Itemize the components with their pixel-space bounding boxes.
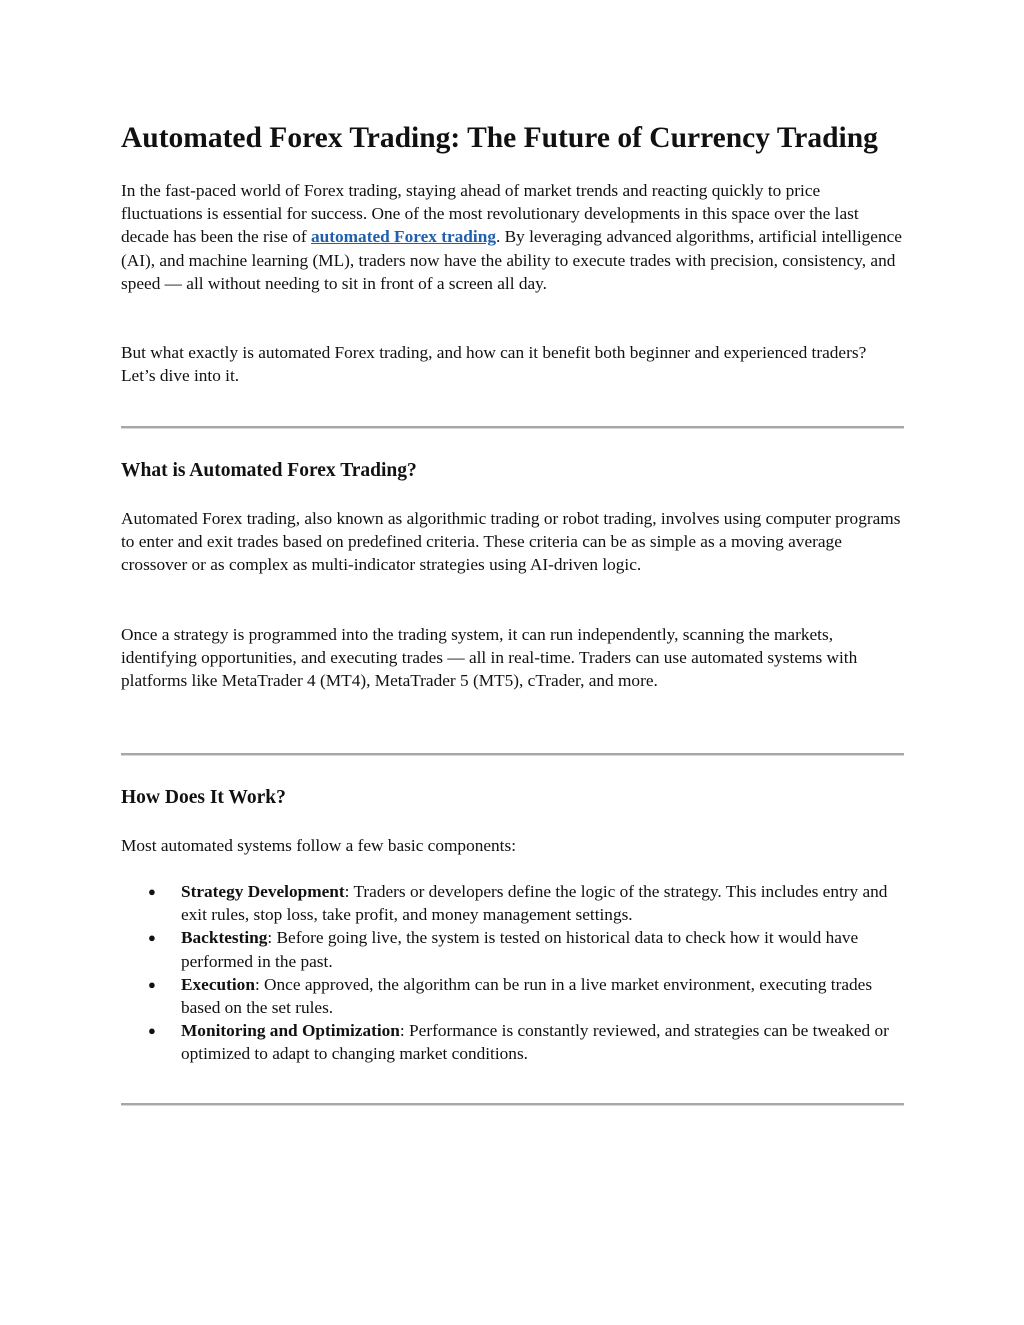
list-item-term: Strategy Development	[181, 882, 345, 901]
components-list	[121, 880, 904, 1066]
section-divider	[121, 753, 904, 756]
list-item	[148, 926, 904, 972]
bullet-icon: ●	[148, 884, 156, 899]
intro-text-before-link: In the fast-paced world of Forex trading, staying ahead of market trends and reacting quickly to price fluctuations is essential for success. One of the most revolutionary developments in this space over the last decade has been the rise of	[121, 181, 859, 247]
bullet-icon: ●	[148, 930, 156, 946]
list-item-desc: : Performance is constantly reviewed, and strategies can be tweaked or optimized to adapt to changing market conditions.	[181, 1021, 889, 1064]
list-item-desc: : Once approved, the algorithm can be run in a live market environment, executing trades based on the set rules.	[181, 974, 873, 1018]
list-item	[148, 973, 904, 1019]
section-heading-what: What is Automated Forex Trading?	[121, 460, 417, 481]
page-title: Automated Forex Trading: The Future of Currency Trading	[121, 122, 878, 154]
list-item	[148, 1019, 904, 1065]
section-divider	[121, 1103, 904, 1106]
section-heading-how: How Does It Work?	[121, 787, 286, 808]
list-item-desc: : Traders or developers define the logic of the strategy. This includes entry and exit rules, stop loss, take profit, and money management settings.	[181, 882, 888, 925]
intro-paragraph-1	[121, 179, 904, 295]
bullet-icon: ●	[148, 1023, 156, 1039]
section-divider	[121, 426, 904, 429]
bullet-icon: ●	[148, 976, 156, 992]
list-item	[148, 880, 904, 926]
list-item-term: Monitoring and Optimization	[181, 1021, 400, 1041]
list-item-term: Execution	[181, 974, 255, 994]
intro-paragraph-2: But what exactly is automated Forex trading, and how can it benefit both beginner and experienced traders? Let’s dive into it.	[121, 343, 867, 386]
list-item-desc: : Before going live, the system is tested on historical data to check how it would have performed in the past.	[181, 928, 859, 971]
automated-forex-trading-link[interactable]: automated Forex trading	[311, 227, 496, 247]
how-intro-paragraph: Most automated systems follow a few basic components:	[121, 836, 516, 855]
list-item-term: Backtesting	[181, 928, 268, 948]
intro-text-after-link: . By leveraging advanced algorithms, artificial intelligence (AI), and machine learning (ML), traders now have the ability to execute trades with precision, consistency, and speed — all without needing to sit in front of a screen all day.	[121, 227, 902, 293]
what-paragraph-2: Once a strategy is programmed into the trading system, it can run independently, scanning the markets, identifying opportunities, and executing trades — all in real-time. Traders can use automated systems with platforms like MetaTrader 4 (MT4), MetaTrader 5 (MT5), cTrader, and more.	[121, 625, 858, 691]
what-paragraph-1: Automated Forex trading, also known as algorithmic trading or robot trading, involves using computer programs to enter and exit trades based on predefined criteria. These criteria can be as simple as a moving average crossover or as complex as multi-indicator strategies using AI-driven logic.	[121, 509, 901, 575]
